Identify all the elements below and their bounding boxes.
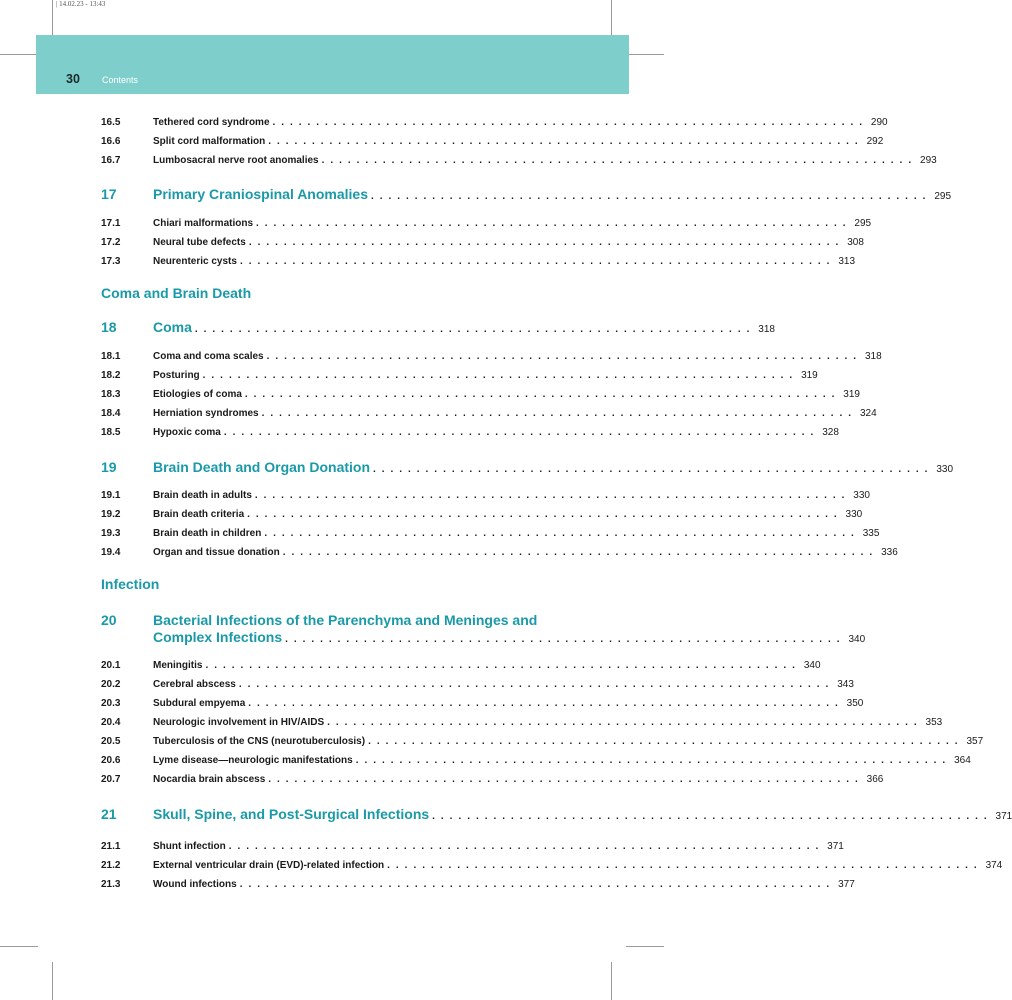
entry-number: 18.1 (101, 351, 121, 362)
entry-page: 330 (845, 509, 863, 520)
leader-dots: . . . . . . . . . . . . . . . . . . . . . . . . . . . . . . . . . . . . . . . . . . . . . . . . . . . . . . . . . . . . . . . . (373, 464, 930, 475)
entry-number: 20.5 (101, 736, 121, 747)
toc-entry (101, 408, 877, 419)
entry-page: 357 (966, 736, 984, 747)
entry-number: 17.1 (101, 218, 121, 229)
entry-number: 20.1 (101, 660, 121, 671)
toc-entry (101, 351, 882, 362)
entry-number: 19.4 (101, 547, 121, 558)
entry-number: 20.6 (101, 755, 121, 766)
entry-number: 18.5 (101, 427, 121, 438)
entry-number: 21.1 (101, 841, 121, 852)
entry-page: 290 (870, 117, 888, 128)
toc-entry (101, 490, 870, 501)
entry-page: 330 (853, 490, 870, 501)
entry-title: Brain death criteria (153, 509, 245, 520)
header-band (36, 35, 629, 94)
chapter-page: 318 (758, 324, 775, 335)
entry-title: Neural tube defects (153, 237, 246, 248)
leader-dots: . . . . . . . . . . . . . . . . . . . . . . . . . . . . . . . . . . . . . . . . . . . . . . . . . . . . . . . . . . . . . . . . . . . . (327, 717, 919, 728)
toc-chapter (101, 459, 954, 475)
leader-dots: . . . . . . . . . . . . . . . . . . . . . . . . . . . . . . . . . . . . . . . . . . . . . . . . . . . . . . . . . . . . . . . . . . . . (244, 389, 836, 400)
crop-mark (611, 0, 612, 36)
leader-dots: . . . . . . . . . . . . . . . . . . . . . . . . . . . . . . . . . . . . . . . . . . . . . . . . . . . . . . . . . . . . . . . . . . . . (223, 427, 815, 438)
toc-chapter-line1 (101, 612, 559, 628)
chapter-number: 20 (101, 612, 117, 628)
entry-page: 366 (866, 774, 884, 785)
running-head: Contents (102, 75, 139, 85)
toc-entry (101, 218, 872, 229)
entry-page: 353 (925, 717, 943, 728)
toc-chapter (101, 319, 775, 335)
chapter-number: 17 (101, 186, 117, 202)
leader-dots: . . . . . . . . . . . . . . . . . . . . . . . . . . . . . . . . . . . . . . . . . . . . . . . . . . . . . . . . . . . . . . . . . . . . (268, 774, 860, 785)
leader-dots: . . . . . . . . . . . . . . . . . . . . . . . . . . . . . . . . . . . . . . . . . . . . . . . . . . . . . . . . . . . . . . . . . . . . (238, 679, 830, 690)
entry-page: 340 (803, 660, 821, 671)
entry-number: 17.2 (101, 237, 121, 248)
section-heading: Infection (101, 576, 160, 592)
toc-chapter (101, 806, 1012, 822)
chapter-number: 21 (101, 806, 117, 822)
leader-dots: . . . . . . . . . . . . . . . . . . . . . . . . . . . . . . . . . . . . . . . . . . . . . . . . . . . . . . . . . . . . . . . . . . . . (248, 237, 840, 248)
chapter-title-line1: Bacterial Infections of the Parenchyma and Meninges and (153, 612, 538, 628)
entry-title: Posturing (153, 370, 200, 381)
toc-entry (101, 547, 898, 558)
toc-entry (101, 370, 818, 381)
leader-dots: . . . . . . . . . . . . . . . . . . . . . . . . . . . . . . . . . . . . . . . . . . . . . . . . . . . . . . . . . . . . . . . . (285, 634, 842, 645)
chapter-title: Coma (153, 319, 192, 335)
leader-dots: . . . . . . . . . . . . . . . . . . . . . . . . . . . . . . . . . . . . . . . . . . . . . . . . . . . . . . . . . . . . . . . . . . . . (228, 841, 820, 852)
entry-page: 343 (837, 679, 854, 690)
entry-page: 295 (854, 218, 872, 229)
section-heading: Coma and Brain Death (101, 285, 252, 301)
leader-dots: . . . . . . . . . . . . . . . . . . . . . . . . . . . . . . . . . . . . . . . . . . . . . . . . . . . . . . . . . . . . . . . . . . . . (247, 509, 839, 520)
entry-number: 18.3 (101, 389, 121, 400)
toc-entry (101, 237, 864, 248)
leader-dots: . . . . . . . . . . . . . . . . . . . . . . . . . . . . . . . . . . . . . . . . . . . . . . . . . . . . . . . . . . . . . . . . (194, 324, 751, 335)
entry-title: Lyme disease—neurologic manifestations (153, 755, 353, 766)
entry-title: Split cord malformation (153, 136, 266, 147)
entry-title: Chiari malformations (153, 218, 254, 229)
leader-dots: . . . . . . . . . . . . . . . . . . . . . . . . . . . . . . . . . . . . . . . . . . . . . . . . . . . . . . . . . . . . . . . . . . . . (268, 136, 860, 147)
toc-entry (101, 717, 943, 728)
leader-dots: . . . . . . . . . . . . . . . . . . . . . . . . . . . . . . . . . . . . . . . . . . . . . . . . . . . . . . . . . . . . . . . . . . . . (202, 370, 794, 381)
chapter-number: 19 (101, 459, 117, 475)
toc-entry (101, 509, 863, 520)
leader-dots: . . . . . . . . . . . . . . . . . . . . . . . . . . . . . . . . . . . . . . . . . . . . . . . . . . . . . . . . . . . . . . . . . . . . (239, 256, 832, 267)
leader-dots: . . . . . . . . . . . . . . . . . . . . . . . . . . . . . . . . . . . . . . . . . . . . . . . . . . . . . . . . . . . . . . . . . . . . (368, 736, 960, 747)
leader-dots: . . . . . . . . . . . . . . . . . . . . . . . . . . . . . . . . . . . . . . . . . . . . . . . . . . . . . . . . . . . . . . . . . . . . (272, 117, 864, 128)
entry-title: Wound infections (153, 879, 237, 890)
leader-dots: . . . . . . . . . . . . . . . . . . . . . . . . . . . . . . . . . . . . . . . . . . . . . . . . . . . . . . . . . . . . . . . . . . . . (254, 490, 846, 501)
leader-dots: . . . . . . . . . . . . . . . . . . . . . . . . . . . . . . . . . . . . . . . . . . . . . . . . . . . . . . . . . . . . . . . . . . . . (264, 528, 856, 539)
leader-dots: . . . . . . . . . . . . . . . . . . . . . . . . . . . . . . . . . . . . . . . . . . . . . . . . . . . . . . . . . . . . . . . . . . . . (248, 698, 840, 709)
entry-title: Nocardia brain abscess (153, 774, 266, 785)
entry-title: Brain death in adults (153, 490, 252, 501)
entry-title: Neurologic involvement in HIV/AIDS (153, 717, 325, 728)
leader-dots: . . . . . . . . . . . . . . . . . . . . . . . . . . . . . . . . . . . . . . . . . . . . . . . . . . . . . . . . . . . . . . . . . . . . (387, 860, 979, 871)
crop-mark (52, 0, 53, 36)
crop-mark (0, 946, 38, 947)
crop-mark (626, 946, 664, 947)
crop-mark (628, 54, 664, 55)
entry-title: Subdural empyema (153, 698, 246, 709)
toc-entry (101, 117, 888, 128)
leader-dots: . . . . . . . . . . . . . . . . . . . . . . . . . . . . . . . . . . . . . . . . . . . . . . . . . . . . . . . . . . . . . . . . . . . . (256, 218, 848, 229)
entry-number: 20.3 (101, 698, 121, 709)
toc-entry (101, 136, 884, 147)
entry-page: 319 (843, 389, 860, 400)
entry-page: 371 (827, 841, 844, 852)
entry-page: 319 (801, 370, 818, 381)
toc-entry (101, 755, 971, 766)
chapter-title: Skull, Spine, and Post-Surgical Infections (153, 806, 430, 822)
entry-title: Meningitis (153, 660, 203, 671)
entry-title: Brain death in children (153, 528, 262, 539)
entry-title: Hypoxic coma (153, 427, 221, 438)
toc-entry (101, 389, 860, 400)
entry-number: 17.3 (101, 256, 121, 267)
entry-number: 20.2 (101, 679, 121, 690)
leader-dots: . . . . . . . . . . . . . . . . . . . . . . . . . . . . . . . . . . . . . . . . . . . . . . . . . . . . . . . . . . . . . . . . . . . . (321, 155, 913, 166)
page-number: 30 (66, 72, 80, 86)
entry-number: 18.2 (101, 370, 121, 381)
entry-number: 19.3 (101, 528, 121, 539)
entry-title: Coma and coma scales (153, 351, 264, 362)
entry-page: 324 (859, 408, 877, 419)
entry-number: 16.7 (101, 155, 121, 166)
toc-entry (101, 660, 821, 671)
toc-entry (101, 841, 844, 852)
entry-page: 293 (920, 155, 937, 166)
leader-dots: . . . . . . . . . . . . . . . . . . . . . . . . . . . . . . . . . . . . . . . . . . . . . . . . . . . . . . . . . . . . . . . . . . . . (239, 879, 831, 890)
toc-chapter (101, 629, 866, 645)
entry-page: 292 (866, 136, 884, 147)
entry-number: 19.2 (101, 509, 121, 520)
entry-page: 313 (838, 256, 856, 267)
chapter-page: 340 (848, 634, 866, 645)
entry-title: Etiologies of coma (153, 389, 242, 400)
toc-entry (101, 860, 1003, 871)
leader-dots: . . . . . . . . . . . . . . . . . . . . . . . . . . . . . . . . . . . . . . . . . . . . . . . . . . . . . . . . . . . . . . . . (432, 811, 989, 822)
toc-entry (101, 155, 937, 166)
crop-mark (0, 54, 36, 55)
toc-entry (101, 528, 880, 539)
entry-number: 19.1 (101, 490, 121, 501)
toc-entry (101, 427, 839, 438)
toc-entry (101, 736, 984, 747)
entry-title: Neurenteric cysts (153, 256, 237, 267)
toc-chapter (101, 186, 952, 202)
entry-number: 16.6 (101, 136, 121, 147)
crop-mark (52, 962, 53, 1000)
toc-entry (101, 698, 864, 709)
leader-dots: . . . . . . . . . . . . . . . . . . . . . . . . . . . . . . . . . . . . . . . . . . . . . . . . . . . . . . . . . . . . . . . . (371, 191, 928, 202)
leader-dots: . . . . . . . . . . . . . . . . . . . . . . . . . . . . . . . . . . . . . . . . . . . . . . . . . . . . . . . . . . . . . . . . . . . . (282, 547, 874, 558)
entry-page: 350 (846, 698, 864, 709)
leader-dots: . . . . . . . . . . . . . . . . . . . . . . . . . . . . . . . . . . . . . . . . . . . . . . . . . . . . . . . . . . . . . . . . . . . . (266, 351, 858, 362)
chapter-number: 18 (101, 319, 117, 335)
crop-mark (611, 962, 612, 1000)
toc-entry (101, 256, 856, 267)
leader-dots: . . . . . . . . . . . . . . . . . . . . . . . . . . . . . . . . . . . . . . . . . . . . . . . . . . . . . . . . . . . . . . . . . . . . (261, 408, 853, 419)
entry-number: 20.7 (101, 774, 121, 785)
entry-title: Organ and tissue donation (153, 547, 280, 558)
entry-page: 336 (881, 547, 898, 558)
chapter-page: 295 (934, 191, 952, 202)
entry-title: Cerebral abscess (153, 679, 236, 690)
entry-title: Lumbosacral nerve root anomalies (153, 155, 319, 166)
entry-page: 318 (865, 351, 882, 362)
entry-page: 377 (838, 879, 855, 890)
toc-entry (101, 679, 854, 690)
toc-entry (101, 774, 884, 785)
entry-number: 21.2 (101, 860, 121, 871)
leader-dots: . . . . . . . . . . . . . . . . . . . . . . . . . . . . . . . . . . . . . . . . . . . . . . . . . . . . . . . . . . . . . . . . . . . . (355, 755, 947, 766)
chapter-page: 330 (936, 464, 954, 475)
entry-number: 20.4 (101, 717, 121, 728)
chapter-title: Primary Craniospinal Anomalies (153, 186, 368, 202)
toc-entry (101, 879, 855, 890)
chapter-title: Brain Death and Organ Donation (153, 459, 371, 475)
entry-number: 16.5 (101, 117, 121, 128)
entry-page: 364 (954, 755, 971, 766)
entry-title: Tethered cord syndrome (153, 117, 270, 128)
print-timestamp: | 14.02.23 - 13:43 (56, 0, 106, 8)
entry-number: 21.3 (101, 879, 121, 890)
entry-page: 308 (847, 237, 864, 248)
entry-page: 328 (822, 427, 839, 438)
entry-page: 374 (985, 860, 1003, 871)
entry-number: 18.4 (101, 408, 121, 419)
entry-title: Herniation syndromes (153, 408, 259, 419)
chapter-title-line2: Complex Infections (153, 629, 283, 645)
entry-page: 335 (862, 528, 880, 539)
chapter-page: 371 (995, 811, 1012, 822)
entry-title: Shunt infection (153, 841, 226, 852)
leader-dots: . . . . . . . . . . . . . . . . . . . . . . . . . . . . . . . . . . . . . . . . . . . . . . . . . . . . . . . . . . . . . . . . . . . . (205, 660, 797, 671)
entry-title: Tuberculosis of the CNS (neurotuberculosis) (153, 736, 366, 747)
entry-title: External ventricular drain (EVD)-related infection (153, 860, 385, 871)
